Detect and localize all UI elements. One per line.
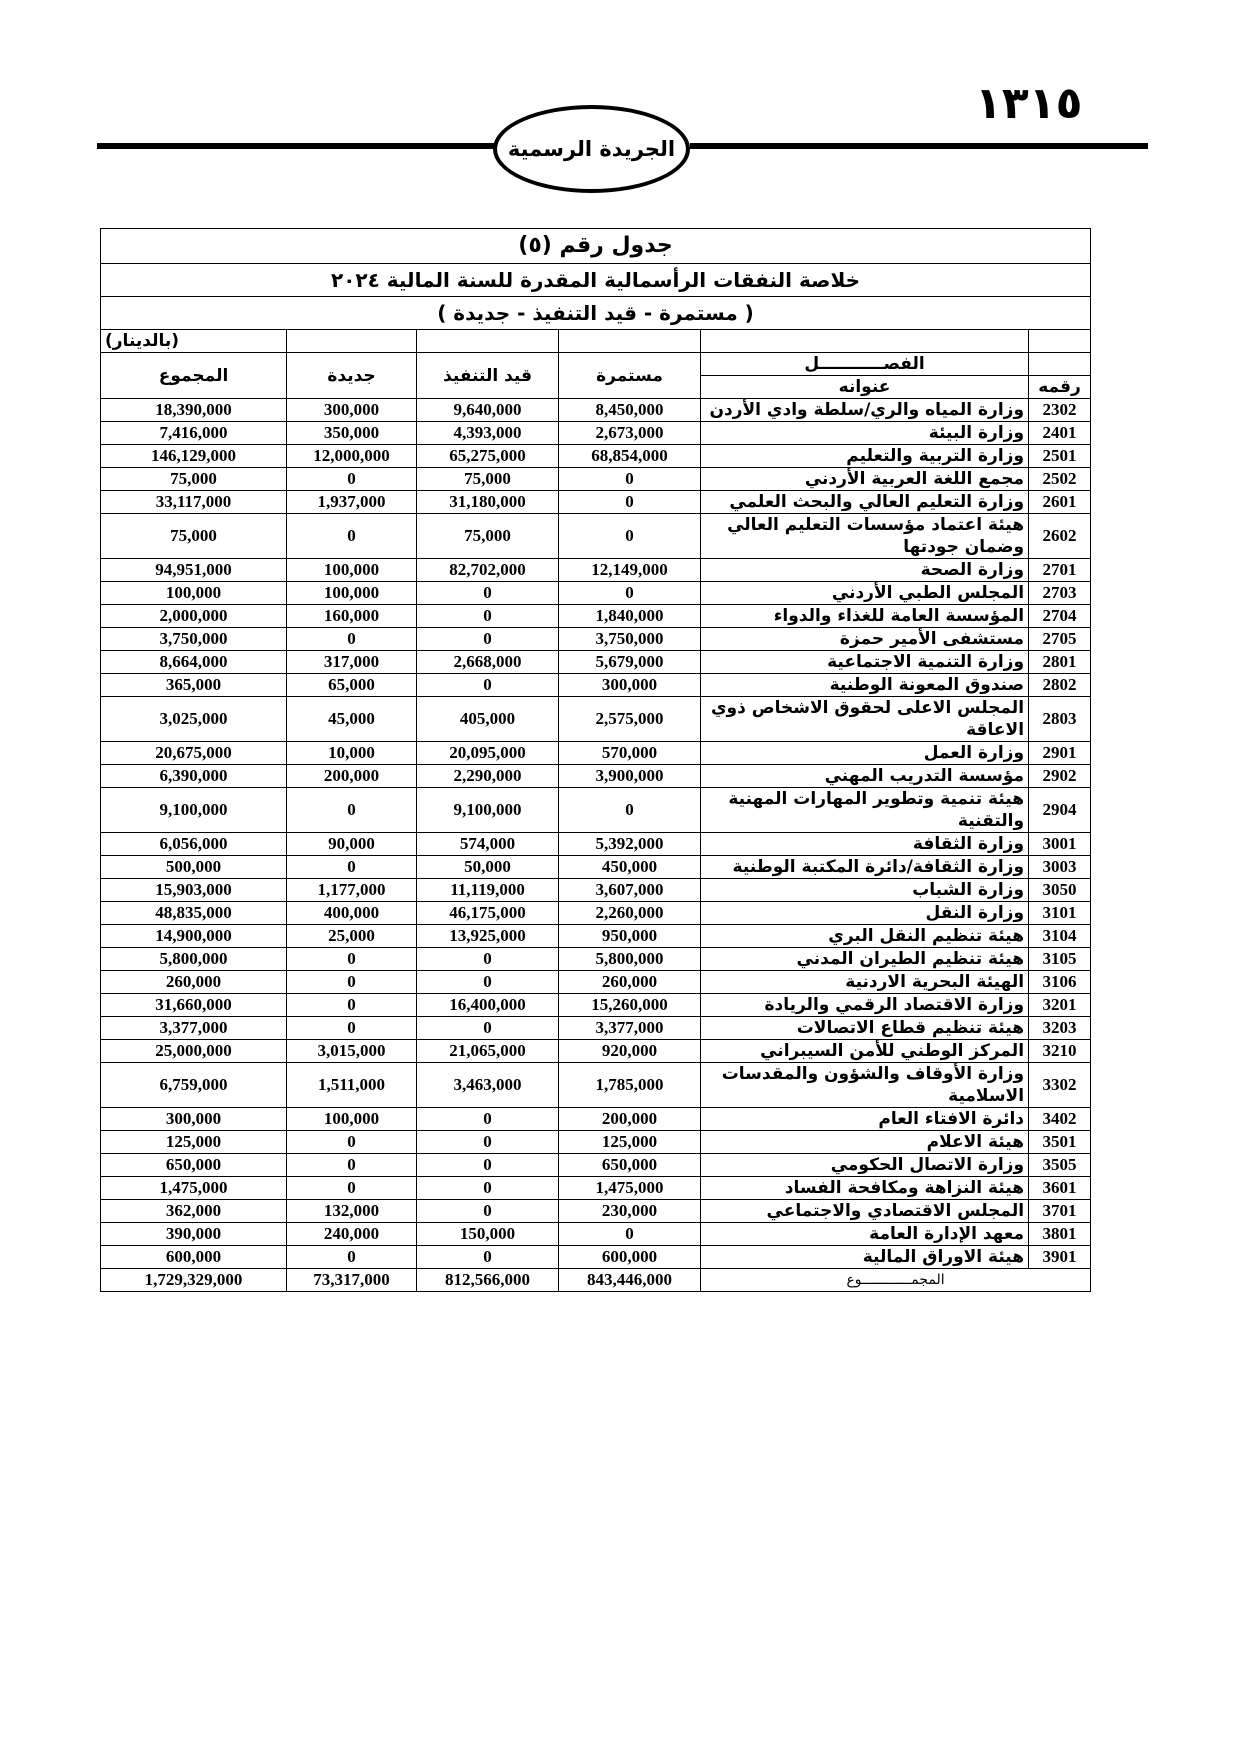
table-row [101, 697, 1091, 742]
continuing-cell: 570,000 [559, 742, 701, 765]
in-progress-cell: 0 [417, 605, 559, 628]
gazette-masthead: الجريدة الرسمية [493, 105, 690, 193]
new-cell: 0 [287, 628, 417, 651]
continuing-cell: 2,260,000 [559, 902, 701, 925]
name-cell: مجمع اللغة العربية الأردني [701, 468, 1029, 491]
new-cell: 0 [287, 468, 417, 491]
name-cell: وزارة التنمية الاجتماعية [701, 651, 1029, 674]
name-cell: وزارة المياه والري/سلطة وادي الأردن [701, 399, 1029, 422]
in-progress-cell: 11,119,000 [417, 879, 559, 902]
total-new: 73,317,000 [287, 1269, 417, 1292]
capital-expenditure-table [100, 228, 1091, 1292]
name-cell: هيئة تنظيم قطاع الاتصالات [701, 1017, 1029, 1040]
table-row [101, 651, 1091, 674]
total-cell: 48,835,000 [101, 902, 287, 925]
continuing-cell: 125,000 [559, 1131, 701, 1154]
table-row [101, 1108, 1091, 1131]
code-cell: 3901 [1029, 1246, 1091, 1269]
continuing-cell: 450,000 [559, 856, 701, 879]
name-cell: مؤسسة التدريب المهني [701, 765, 1029, 788]
in-progress-cell: 0 [417, 1246, 559, 1269]
name-cell: صندوق المعونة الوطنية [701, 674, 1029, 697]
continuing-cell: 2,575,000 [559, 697, 701, 742]
continuing-cell: 0 [559, 1223, 701, 1246]
table-row [101, 628, 1091, 651]
code-cell: 3050 [1029, 879, 1091, 902]
name-cell: معهد الإدارة العامة [701, 1223, 1029, 1246]
total-cell: 6,390,000 [101, 765, 287, 788]
page-number: ١٣١٥ [975, 78, 1083, 129]
name-cell: المجلس الطبي الأردني [701, 582, 1029, 605]
spacer-cell [287, 330, 417, 353]
new-cell: 25,000 [287, 925, 417, 948]
table-row [101, 1246, 1091, 1269]
in-progress-cell: 2,668,000 [417, 651, 559, 674]
totals-row [101, 1269, 1091, 1292]
total-cell: 8,664,000 [101, 651, 287, 674]
total-cell: 18,390,000 [101, 399, 287, 422]
total-cell: 31,660,000 [101, 994, 287, 1017]
code-cell: 2904 [1029, 788, 1091, 833]
table-row [101, 422, 1091, 445]
continuing-cell: 0 [559, 491, 701, 514]
continuing-cell: 0 [559, 582, 701, 605]
in-progress-cell: 65,275,000 [417, 445, 559, 468]
new-cell: 0 [287, 1154, 417, 1177]
in-progress-cell: 31,180,000 [417, 491, 559, 514]
total-cell: 650,000 [101, 1154, 287, 1177]
table-row [101, 1223, 1091, 1246]
total-cell: 14,900,000 [101, 925, 287, 948]
code-cell: 3505 [1029, 1154, 1091, 1177]
in-progress-cell: 0 [417, 1154, 559, 1177]
in-progress-cell: 50,000 [417, 856, 559, 879]
new-cell: 317,000 [287, 651, 417, 674]
in-progress-cell: 82,702,000 [417, 559, 559, 582]
continuing-cell: 5,392,000 [559, 833, 701, 856]
total-cell: 390,000 [101, 1223, 287, 1246]
table-row [101, 833, 1091, 856]
table-title: جدول رقم (٥) [101, 229, 1091, 264]
in-progress-cell: 21,065,000 [417, 1040, 559, 1063]
new-cell: 132,000 [287, 1200, 417, 1223]
total-cell: 6,759,000 [101, 1063, 287, 1108]
new-cell: 1,511,000 [287, 1063, 417, 1108]
code-cell: 3601 [1029, 1177, 1091, 1200]
code-cell: 2902 [1029, 765, 1091, 788]
code-cell: 2701 [1029, 559, 1091, 582]
code-cell: 2705 [1029, 628, 1091, 651]
name-cell: وزارة الأوقاف والشؤون والمقدسات الاسلامية [701, 1063, 1029, 1108]
table-row [101, 445, 1091, 468]
name-cell: وزارة الاقتصاد الرقمي والريادة [701, 994, 1029, 1017]
new-cell: 12,000,000 [287, 445, 417, 468]
code-cell: 3003 [1029, 856, 1091, 879]
continuing-cell: 2,673,000 [559, 422, 701, 445]
table-row [101, 1017, 1091, 1040]
in-progress-cell: 0 [417, 971, 559, 994]
new-cell: 200,000 [287, 765, 417, 788]
total-cell: 3,377,000 [101, 1017, 287, 1040]
new-cell: 0 [287, 856, 417, 879]
code-cell: 2501 [1029, 445, 1091, 468]
new-cell: 0 [287, 1177, 417, 1200]
code-cell: 2704 [1029, 605, 1091, 628]
continuing-cell: 3,607,000 [559, 879, 701, 902]
totals-label: المجمــــــــــــوع [701, 1269, 1091, 1292]
header-continuing: مستمرة [559, 353, 701, 399]
total-cell: 3,025,000 [101, 697, 287, 742]
continuing-cell: 3,377,000 [559, 1017, 701, 1040]
total-cell: 600,000 [101, 1246, 287, 1269]
continuing-cell: 8,450,000 [559, 399, 701, 422]
in-progress-cell: 0 [417, 1131, 559, 1154]
in-progress-cell: 9,640,000 [417, 399, 559, 422]
table-row [101, 879, 1091, 902]
new-cell: 300,000 [287, 399, 417, 422]
table-row [101, 559, 1091, 582]
code-cell: 2803 [1029, 697, 1091, 742]
new-cell: 1,937,000 [287, 491, 417, 514]
total-cell: 146,129,000 [101, 445, 287, 468]
in-progress-cell: 150,000 [417, 1223, 559, 1246]
in-progress-cell: 0 [417, 674, 559, 697]
total-cell: 260,000 [101, 971, 287, 994]
continuing-cell: 200,000 [559, 1108, 701, 1131]
name-cell: هيئة تنظيم النقل البري [701, 925, 1029, 948]
new-cell: 400,000 [287, 902, 417, 925]
total-cell: 300,000 [101, 1108, 287, 1131]
header-in-progress: قيد التنفيذ [417, 353, 559, 399]
in-progress-cell: 13,925,000 [417, 925, 559, 948]
new-cell: 0 [287, 948, 417, 971]
code-cell: 3501 [1029, 1131, 1091, 1154]
new-cell: 10,000 [287, 742, 417, 765]
name-cell: هيئة اعتماد مؤسسات التعليم العالي وضمان جودتها [701, 514, 1029, 559]
code-cell: 3101 [1029, 902, 1091, 925]
table-row [101, 902, 1091, 925]
in-progress-cell: 75,000 [417, 514, 559, 559]
table-row [101, 765, 1091, 788]
name-cell: وزارة الصحة [701, 559, 1029, 582]
header-total: المجموع [101, 353, 287, 399]
total-cell: 33,117,000 [101, 491, 287, 514]
code-cell: 3106 [1029, 971, 1091, 994]
in-progress-cell: 46,175,000 [417, 902, 559, 925]
total-cell: 9,100,000 [101, 788, 287, 833]
code-cell: 2601 [1029, 491, 1091, 514]
code-cell: 3302 [1029, 1063, 1091, 1108]
new-cell: 240,000 [287, 1223, 417, 1246]
code-cell: 2901 [1029, 742, 1091, 765]
code-cell: 2802 [1029, 674, 1091, 697]
total-cell: 75,000 [101, 514, 287, 559]
table-row [101, 582, 1091, 605]
table-row [101, 994, 1091, 1017]
in-progress-cell: 3,463,000 [417, 1063, 559, 1108]
total-cell: 25,000,000 [101, 1040, 287, 1063]
table-row [101, 674, 1091, 697]
name-cell: وزارة الثقافة/دائرة المكتبة الوطنية [701, 856, 1029, 879]
total-cell: 2,000,000 [101, 605, 287, 628]
name-cell: هيئة الاعلام [701, 1131, 1029, 1154]
table-row [101, 1131, 1091, 1154]
unit-note: (بالدينار) [101, 330, 287, 353]
continuing-cell: 1,475,000 [559, 1177, 701, 1200]
new-cell: 0 [287, 1017, 417, 1040]
total-cell: 500,000 [101, 856, 287, 879]
name-cell: وزارة الثقافة [701, 833, 1029, 856]
in-progress-cell: 2,290,000 [417, 765, 559, 788]
total-cell: 6,056,000 [101, 833, 287, 856]
new-cell: 3,015,000 [287, 1040, 417, 1063]
code-cell: 2401 [1029, 422, 1091, 445]
total-cell: 15,903,000 [101, 879, 287, 902]
in-progress-cell: 405,000 [417, 697, 559, 742]
new-cell: 1,177,000 [287, 879, 417, 902]
continuing-cell: 600,000 [559, 1246, 701, 1269]
continuing-cell: 5,679,000 [559, 651, 701, 674]
continuing-cell: 920,000 [559, 1040, 701, 1063]
new-cell: 0 [287, 1131, 417, 1154]
name-cell: هيئة الاوراق المالية [701, 1246, 1029, 1269]
header-rule-left [97, 143, 495, 149]
continuing-cell: 5,800,000 [559, 948, 701, 971]
code-cell: 3402 [1029, 1108, 1091, 1131]
table-row [101, 399, 1091, 422]
name-cell: وزارة التربية والتعليم [701, 445, 1029, 468]
new-cell: 0 [287, 788, 417, 833]
in-progress-cell: 0 [417, 628, 559, 651]
continuing-cell: 0 [559, 468, 701, 491]
name-cell: المجلس الاعلى لحقوق الاشخاص ذوي الاعاقة [701, 697, 1029, 742]
total-in-progress: 812,566,000 [417, 1269, 559, 1292]
new-cell: 65,000 [287, 674, 417, 697]
total-cell: 75,000 [101, 468, 287, 491]
total-cell: 125,000 [101, 1131, 287, 1154]
in-progress-cell: 0 [417, 582, 559, 605]
grand-total: 1,729,329,000 [101, 1269, 287, 1292]
in-progress-cell: 75,000 [417, 468, 559, 491]
code-cell: 2801 [1029, 651, 1091, 674]
name-cell: المؤسسة العامة للغذاء والدواء [701, 605, 1029, 628]
name-cell: المجلس الاقتصادي والاجتماعي [701, 1200, 1029, 1223]
continuing-cell: 1,840,000 [559, 605, 701, 628]
in-progress-cell: 0 [417, 1200, 559, 1223]
spacer-cell [701, 330, 1029, 353]
table-row [101, 788, 1091, 833]
table-subtitle: خلاصة النفقات الرأسمالية المقدرة للسنة المالية ٢٠٢٤ [101, 264, 1091, 297]
header-new: جديدة [287, 353, 417, 399]
code-cell: 3104 [1029, 925, 1091, 948]
continuing-cell: 3,750,000 [559, 628, 701, 651]
spacer-cell [1029, 330, 1091, 353]
name-cell: هيئة تنمية وتطوير المهارات المهنية والتقنية [701, 788, 1029, 833]
in-progress-cell: 4,393,000 [417, 422, 559, 445]
name-cell: هيئة النزاهة ومكافحة الفساد [701, 1177, 1029, 1200]
table-row [101, 468, 1091, 491]
header-code: رقمه [1029, 376, 1091, 399]
in-progress-cell: 20,095,000 [417, 742, 559, 765]
name-cell: هيئة تنظيم الطيران المدني [701, 948, 1029, 971]
new-cell: 0 [287, 971, 417, 994]
code-cell: 3701 [1029, 1200, 1091, 1223]
total-cell: 5,800,000 [101, 948, 287, 971]
continuing-cell: 650,000 [559, 1154, 701, 1177]
new-cell: 90,000 [287, 833, 417, 856]
in-progress-cell: 0 [417, 1017, 559, 1040]
new-cell: 45,000 [287, 697, 417, 742]
total-cell: 7,416,000 [101, 422, 287, 445]
continuing-cell: 260,000 [559, 971, 701, 994]
code-cell: 2302 [1029, 399, 1091, 422]
header-rule-right [690, 143, 1148, 149]
code-cell: 3001 [1029, 833, 1091, 856]
code-cell: 2602 [1029, 514, 1091, 559]
name-cell: مستشفى الأمير حمزة [701, 628, 1029, 651]
name-cell: المركز الوطني للأمن السيبراني [701, 1040, 1029, 1063]
table-row [101, 1200, 1091, 1223]
total-cell: 365,000 [101, 674, 287, 697]
table-row [101, 514, 1091, 559]
table-row [101, 1063, 1091, 1108]
total-cell: 20,675,000 [101, 742, 287, 765]
code-cell: 2502 [1029, 468, 1091, 491]
total-cell: 1,475,000 [101, 1177, 287, 1200]
in-progress-cell: 0 [417, 948, 559, 971]
header-blank [1029, 353, 1091, 376]
total-cell: 94,951,000 [101, 559, 287, 582]
new-cell: 160,000 [287, 605, 417, 628]
name-cell: وزارة البيئة [701, 422, 1029, 445]
continuing-cell: 1,785,000 [559, 1063, 701, 1108]
code-cell: 3105 [1029, 948, 1091, 971]
code-cell: 3201 [1029, 994, 1091, 1017]
name-cell: وزارة الاتصال الحكومي [701, 1154, 1029, 1177]
total-cell: 3,750,000 [101, 628, 287, 651]
table-row [101, 925, 1091, 948]
continuing-cell: 3,900,000 [559, 765, 701, 788]
in-progress-cell: 0 [417, 1108, 559, 1131]
new-cell: 100,000 [287, 1108, 417, 1131]
spacer-cell [559, 330, 701, 353]
code-cell: 2703 [1029, 582, 1091, 605]
continuing-cell: 12,149,000 [559, 559, 701, 582]
code-cell: 3801 [1029, 1223, 1091, 1246]
total-cell: 100,000 [101, 582, 287, 605]
code-cell: 3210 [1029, 1040, 1091, 1063]
table-row [101, 856, 1091, 879]
continuing-cell: 0 [559, 514, 701, 559]
new-cell: 0 [287, 514, 417, 559]
header-chapter: الفصـــــــــــل [701, 353, 1029, 376]
table-row [101, 1040, 1091, 1063]
continuing-cell: 15,260,000 [559, 994, 701, 1017]
total-continuing: 843,446,000 [559, 1269, 701, 1292]
in-progress-cell: 16,400,000 [417, 994, 559, 1017]
in-progress-cell: 574,000 [417, 833, 559, 856]
name-cell: وزارة التعليم العالي والبحث العلمي [701, 491, 1029, 514]
code-cell: 3203 [1029, 1017, 1091, 1040]
total-cell: 362,000 [101, 1200, 287, 1223]
in-progress-cell: 9,100,000 [417, 788, 559, 833]
new-cell: 350,000 [287, 422, 417, 445]
table-qualifier: ( مستمرة - قيد التنفيذ - جديدة ) [101, 297, 1091, 330]
table-row [101, 1177, 1091, 1200]
continuing-cell: 68,854,000 [559, 445, 701, 468]
continuing-cell: 0 [559, 788, 701, 833]
continuing-cell: 300,000 [559, 674, 701, 697]
new-cell: 0 [287, 1246, 417, 1269]
name-cell: دائرة الافتاء العام [701, 1108, 1029, 1131]
new-cell: 100,000 [287, 582, 417, 605]
table-row [101, 491, 1091, 514]
in-progress-cell: 0 [417, 1177, 559, 1200]
name-cell: وزارة النقل [701, 902, 1029, 925]
table-row [101, 605, 1091, 628]
table-row [101, 948, 1091, 971]
continuing-cell: 950,000 [559, 925, 701, 948]
table-row [101, 1154, 1091, 1177]
header-title: عنوانه [701, 376, 1029, 399]
name-cell: وزارة الشباب [701, 879, 1029, 902]
spacer-cell [417, 330, 559, 353]
new-cell: 100,000 [287, 559, 417, 582]
continuing-cell: 230,000 [559, 1200, 701, 1223]
table-row [101, 971, 1091, 994]
table-row [101, 742, 1091, 765]
name-cell: وزارة العمل [701, 742, 1029, 765]
name-cell: الهيئة البحرية الاردنية [701, 971, 1029, 994]
new-cell: 0 [287, 994, 417, 1017]
